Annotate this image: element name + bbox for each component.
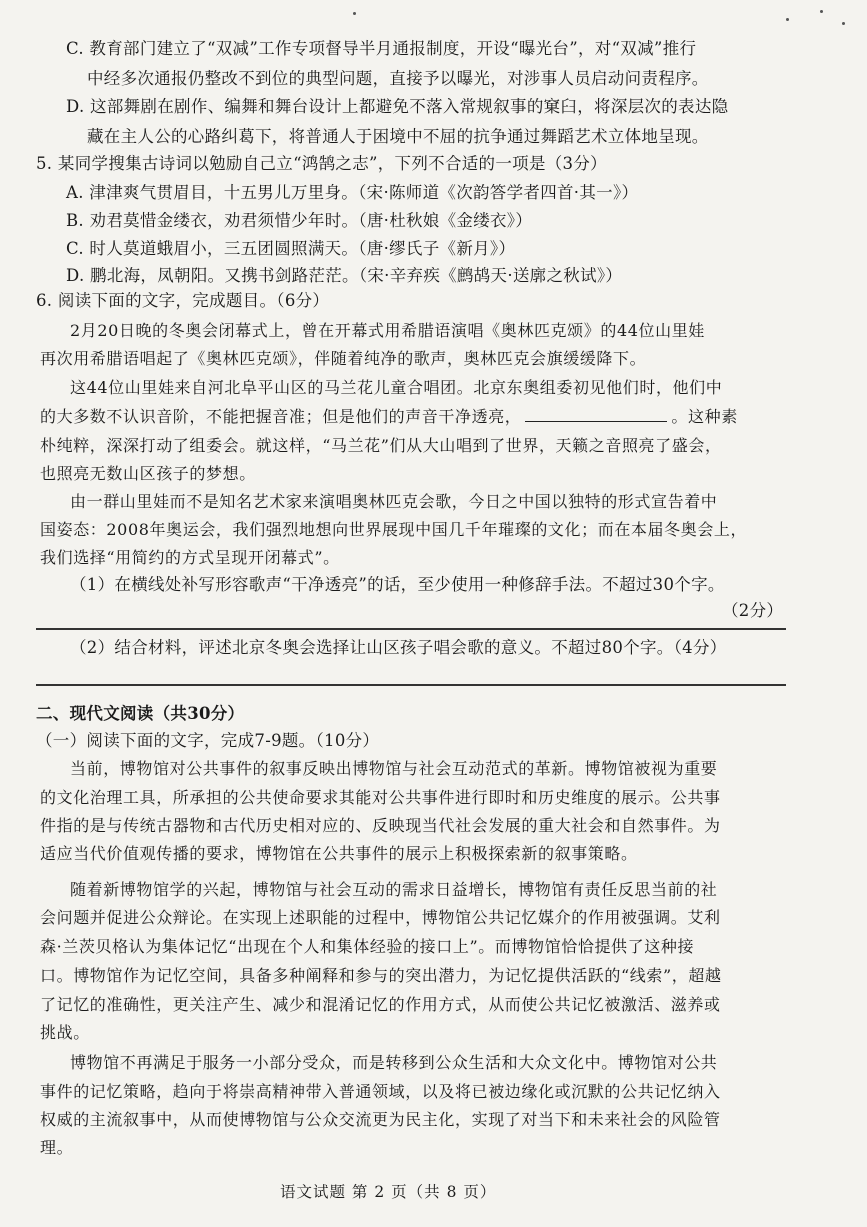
answer-line[interactable] xyxy=(36,684,786,686)
page-footer: 语文试题 第 2 页（共 8 页） xyxy=(280,1183,497,1201)
sub-question-2: （2）结合材料，评述北京冬奥会选择让山区孩子唱会歌的意义。不超过80个字。（4分） xyxy=(70,638,727,657)
reading-line: 的文化治理工具，所承担的公共使命要求其能对公共事件进行即时和历史维度的展示。公共事 xyxy=(40,788,721,807)
reading-line: 事件的记忆策略，趋向于将崇高精神带入普通领域，以及将已被边缘化或沉默的公共记忆纳入 xyxy=(40,1082,721,1101)
option-d-line-1: D. 这部舞剧在剧作、编舞和舞台设计上都避免不落入常规叙事的窠臼，将深层次的表达隐 xyxy=(66,97,729,116)
passage-line: 也照亮无数山区孩子的梦想。 xyxy=(40,464,256,483)
reading-line: 会问题并促进公众辩论。在实现上述职能的过程中，博物馆公共记忆媒介的作用被强调。艾利 xyxy=(40,908,721,927)
q5-option-a: A. 津津爽气贯眉目，十五男儿万里身。（宋·陈师道《次韵答学者四首·其一》） xyxy=(66,183,639,202)
q5-option-b: B. 劝君莫惜金缕衣，劝君须惜少年时。（唐·杜秋娘《金缕衣》） xyxy=(66,211,533,230)
passage-line: 2月20日晚的冬奥会闭幕式上，曾在开幕式用希腊语演唱《奥林匹克颂》的44位山里娃 xyxy=(70,321,705,340)
reading-line: 随着新博物馆学的兴起，博物馆与社会互动的需求日益增长，博物馆有责任反思当前的社 xyxy=(70,880,718,899)
reading-line: 理。 xyxy=(40,1138,74,1157)
option-c-line-2: 中经多次通报仍整改不到位的典型问题，直接予以曝光，对涉事人员启动问责程序。 xyxy=(87,69,709,88)
q5-option-c: C. 时人莫道蛾眉小，三五团圆照满天。（唐·缪氏子《新月》） xyxy=(66,239,516,258)
reading-line: 权威的主流叙事中，从而使博物馆与公众交流更为民主化，实现了对当下和未来社会的风险管 xyxy=(40,1110,721,1129)
passage-text: 。这种素 xyxy=(671,407,738,426)
scan-speck xyxy=(353,12,356,15)
subsection-heading: （一）阅读下面的文字，完成7-9题。（10分） xyxy=(36,731,380,750)
passage-line: 我们选择“用简约的方式呈现开闭幕式”。 xyxy=(40,548,340,567)
reading-line: 当前，博物馆对公共事件的叙事反映出博物馆与社会互动范式的革新。博物馆被视为重要 xyxy=(70,759,718,778)
passage-line: 朴纯粹，深深打动了组委会。就这样，“马兰花”们从大山唱到了世界，天籁之音照亮了盛会， xyxy=(40,436,722,455)
passage-line-with-blank xyxy=(40,407,738,427)
answer-line[interactable] xyxy=(36,628,786,630)
section-heading: 二、现代文阅读（共30分） xyxy=(36,704,245,723)
question-5-stem: 5. 某同学搜集古诗词以勉励自己立“鸿鹄之志”，下列不合适的一项是（3分） xyxy=(36,154,607,173)
question-6-stem: 6. 阅读下面的文字，完成题目。（6分） xyxy=(36,291,330,310)
sub-question-1-score: （2分） xyxy=(722,601,784,620)
reading-line: 件指的是与传统古器物和古代历史相对应的、反映现当代社会发展的重大社会和自然事件。为 xyxy=(40,816,721,835)
scan-speck xyxy=(820,10,823,13)
option-d-line-2: 藏在主人公的心路纠葛下，将普通人于困境中不屈的抗争通过舞蹈艺术立体地呈现。 xyxy=(87,127,709,146)
reading-line: 博物馆不再满足于服务一小部分受众，而是转移到公众生活和大众文化中。博物馆对公共 xyxy=(70,1053,718,1072)
passage-text: 的大多数不认识音阶，不能把握音准；但是他们的声音干净透亮， xyxy=(40,407,522,426)
reading-line: 挑战。 xyxy=(40,1023,90,1042)
reading-line: 适应当代价值观传播的要求，博物馆在公共事件的展示上积极探索新的叙事策略。 xyxy=(40,844,638,863)
fill-in-blank[interactable] xyxy=(525,407,667,422)
scan-speck xyxy=(842,22,845,25)
reading-line: 口。博物馆作为记忆空间，具备多种阐释和参与的突出潜力，为记忆提供活跃的“线索”，超越 xyxy=(40,966,722,985)
passage-line: 由一群山里娃而不是知名艺术家来演唱奥林匹克会歌，今日之中国以独特的形式宣告着中 xyxy=(70,492,718,511)
passage-line: 再次用希腊语唱起了《奥林匹克颂》，伴随着纯净的歌声，奥林匹克会旗缓缓降下。 xyxy=(40,349,647,368)
sub-question-1: （1）在横线处补写形容歌声“干净透亮”的话，至少使用一种修辞手法。不超过30个字。 xyxy=(70,575,725,594)
passage-line: 这44位山里娃来自河北阜平山区的马兰花儿童合唱团。北京东奥组委初见他们时，他们中 xyxy=(70,378,723,397)
passage-line: 国姿态：2008年奥运会，我们强烈地想向世界展现中国几千年璀璨的文化；而在本届冬奥会上， xyxy=(40,520,748,539)
reading-line: 了记忆的准确性，更关注产生、减少和混淆记忆的作用方式，从而使公共记忆被激活、滋养或 xyxy=(40,995,721,1014)
q5-option-d: D. 鹏北海，凤朝阳。又携书剑路茫茫。（宋·辛弃疾《鹧鸪天·送廓之秋试》） xyxy=(66,266,623,285)
option-c-line-1: C. 教育部门建立了“双减”工作专项督导半月通报制度，开设“曝光台”，对“双减”推行 xyxy=(66,39,697,58)
scan-speck xyxy=(786,18,789,21)
reading-line: 森·兰茨贝格认为集体记忆“出现在个人和集体经验的接口上”。而博物馆恰恰提供了这种接 xyxy=(40,937,695,956)
